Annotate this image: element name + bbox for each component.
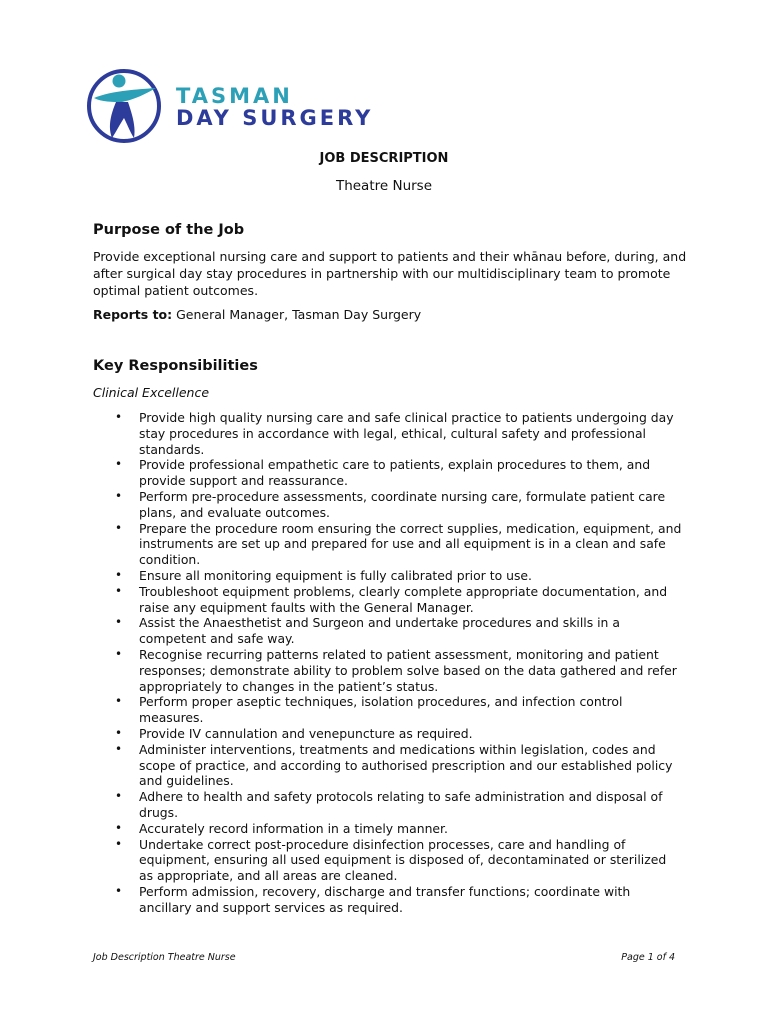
purpose-paragraph: Provide exceptional nursing care and support to patients and their whānau before, during, and after surgical day stay procedures in partnership with our multidisciplinary team to promote optimal patient outcomes.: [93, 249, 687, 298]
document-subtitle: Theatre Nurse: [335, 178, 433, 194]
company-logo: [86, 68, 376, 148]
document-title: JOB DESCRIPTION: [319, 151, 449, 166]
list-item: • Adhere to health and safety protocols relating to safe administration and disposal of drugs.: [115, 789, 663, 820]
list-item: • Troubleshoot equipment problems, clearly complete appropriate documentation, and raise any equipment faults with the General Manager.: [115, 583, 668, 615]
responsibilities-heading: Key Responsibilities: [93, 358, 258, 374]
bullet-icon: •: [115, 694, 123, 709]
bullet-icon: •: [115, 725, 123, 740]
list-item: • Provide professional empathetic care to patients, explain procedures to them, and provide support and reassurance.: [115, 457, 651, 489]
list-item: • Recognise recurring patterns related to patient assessment, monitoring and patient responses; demonstrate ability to problem solve based on the data gathered and refer appropriately to changes in the patient’s status.: [115, 646, 677, 694]
list-item: • Accurately record information in a timely manner.: [115, 820, 448, 836]
list-item: • Assist the Anaesthetist and Surgeon and undertake procedures and skills in a competent and safe way.: [115, 615, 620, 647]
bullet-icon: •: [115, 410, 123, 424]
list-item: • Undertake correct post-procedure disinfection processes, care and handling of equipment, ensuring all used equipment is disposed of, decontaminated or sterilized as appropriate, and all areas are cleaned.: [115, 836, 667, 884]
bullet-icon: •: [115, 583, 123, 598]
reports-to-value: General Manager, Tasman Day Surgery: [172, 307, 422, 322]
clinical-excellence-subheading: Clinical Excellence: [93, 385, 210, 400]
list-item: • Provide IV cannulation and venepuncture as required.: [115, 725, 473, 741]
list-item: • Ensure all monitoring equipment is fully calibrated prior to use.: [115, 567, 532, 583]
list-item: • Prepare the procedure room ensuring the correct supplies, medication, equipment, and instruments are set up and prepared for use and all equipment is in a clean and safe condition.: [115, 520, 682, 568]
footer-page-number: Page 1 of 4: [621, 952, 675, 963]
responsibilities-list: [113, 410, 683, 916]
bullet-icon: •: [115, 520, 123, 535]
list-item: • Administer interventions, treatments and medications within legislation, codes and scope of practice, and according to authorised prescription and our established policy and guidelines.: [115, 741, 673, 789]
bullet-icon: •: [115, 567, 123, 582]
bullet-icon: •: [115, 488, 123, 503]
footer-document-name: Job Description Theatre Nurse: [93, 952, 236, 963]
bullet-icon: •: [115, 457, 123, 472]
bullet-icon: •: [115, 789, 123, 804]
logo-text-tasman: TASMAN: [176, 84, 293, 108]
bullet-icon: •: [115, 615, 123, 630]
logo-text-day-surgery: DAY SURGERY: [176, 106, 374, 130]
bullet-icon: •: [115, 646, 123, 661]
list-item: • Provide high quality nursing care and safe clinical practice to patients undergoing day stay procedures in accordance with legal, ethical, cultural safety and professional standards.: [115, 410, 674, 457]
bullet-icon: •: [115, 883, 123, 898]
purpose-heading: Purpose of the Job: [93, 222, 245, 238]
bullet-icon: •: [115, 741, 123, 756]
bullet-icon: •: [115, 836, 123, 851]
reports-to-label: Reports to:: [93, 307, 173, 322]
list-item: • Perform admission, recovery, discharge and transfer functions; coordinate with ancillary and support services as required.: [115, 883, 631, 915]
bullet-icon: •: [115, 820, 123, 835]
logo-figure-icon: [86, 68, 166, 148]
list-item: • Perform proper aseptic techniques, isolation procedures, and infection control measures.: [115, 694, 623, 726]
reports-to-line: [93, 307, 421, 322]
list-item: • Perform pre-procedure assessments, coordinate nursing care, formulate patient care plans, and evaluate outcomes.: [115, 488, 666, 520]
